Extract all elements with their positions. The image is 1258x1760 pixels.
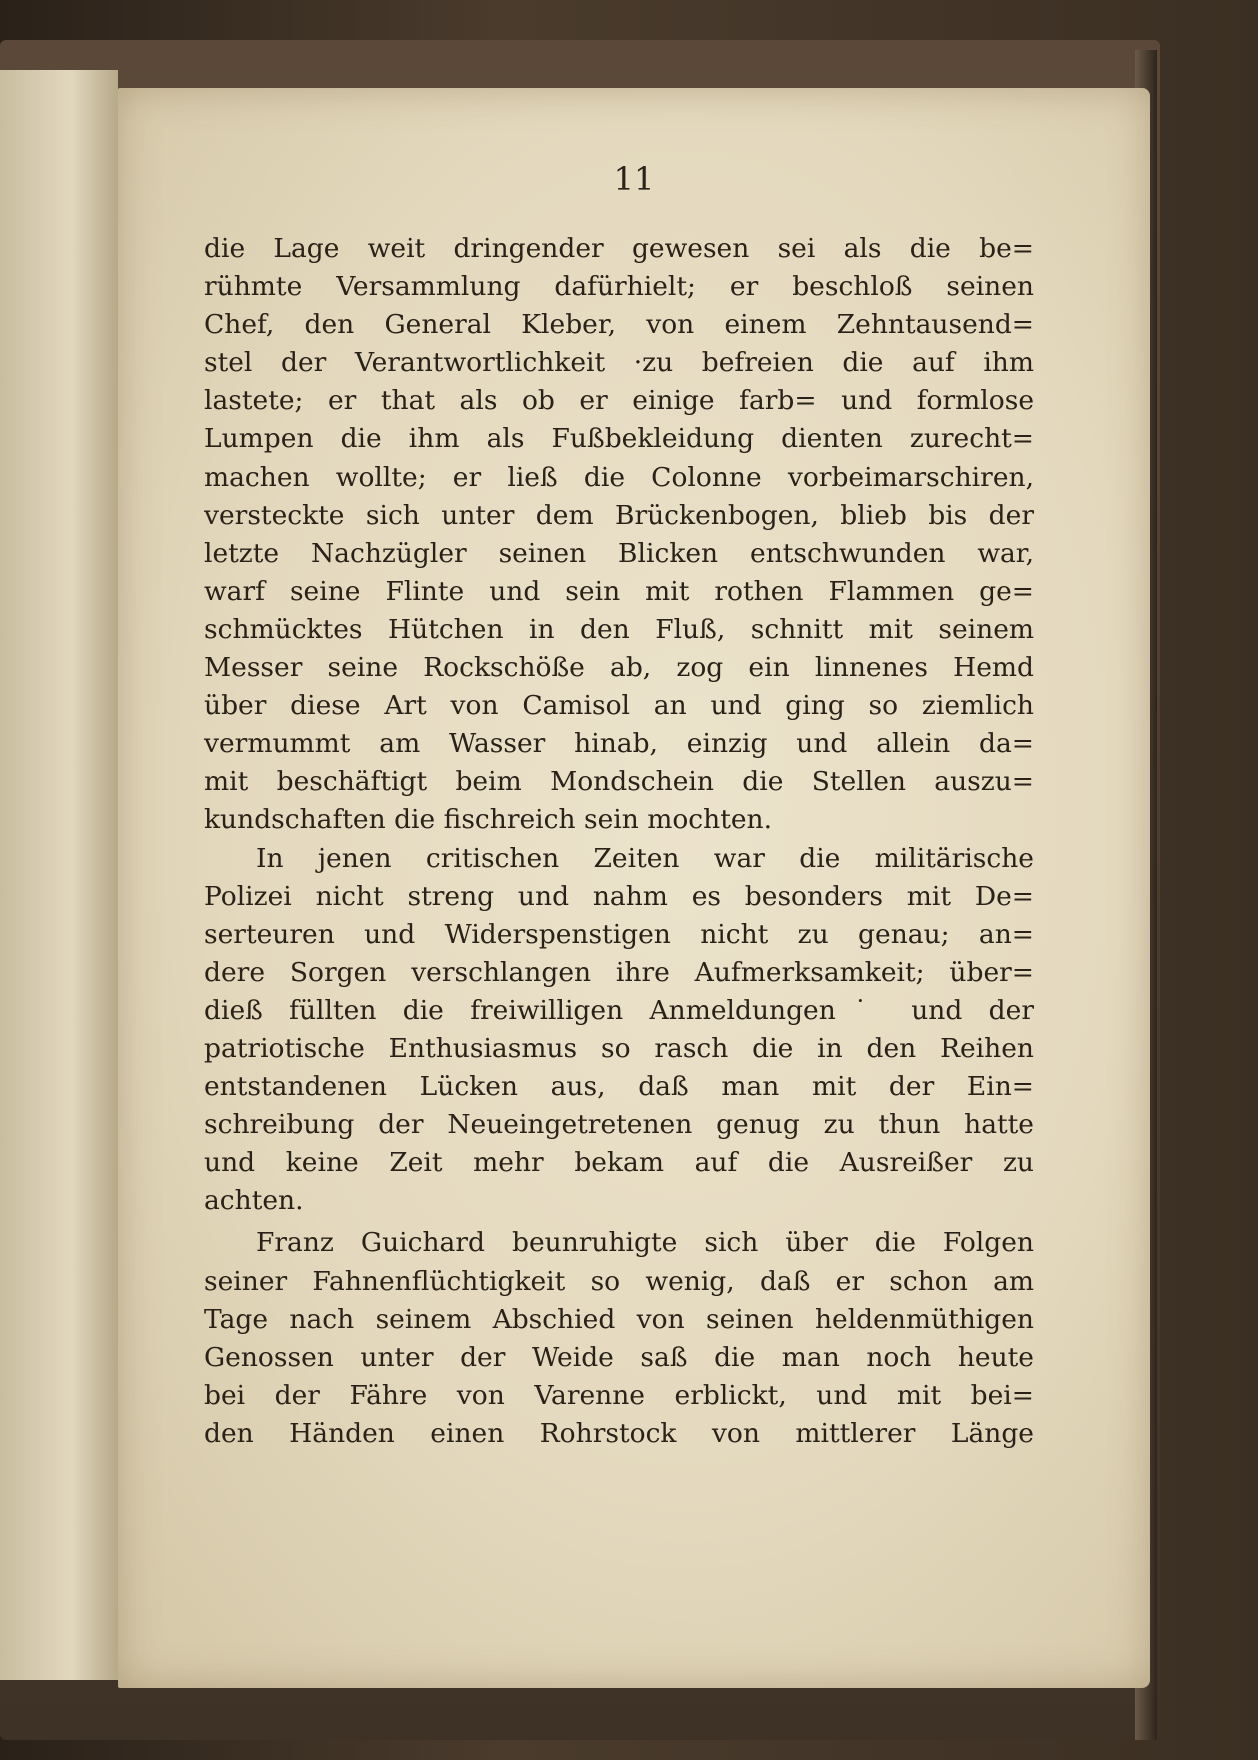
text-line: Polizei nicht streng und nahm es besonders mit De= xyxy=(204,880,1034,912)
left-facing-page xyxy=(0,70,118,1680)
text-line: Messer seine Rockschöße ab, zog ein linnenes Hemd xyxy=(204,652,1034,684)
text-line: schmücktes Hütchen in den Fluß, schnitt mit seinem xyxy=(204,613,1034,645)
text-line: patriotische Enthusiasmus so rasch die in den Reihen xyxy=(204,1032,1034,1064)
text-line: Tage nach seinem Abschied von seinen heldenmüthigen xyxy=(204,1303,1034,1335)
text-line: seiner Fahnenflüchtigkeit so wenig, daß er schon am xyxy=(204,1265,1034,1297)
text-line: Franz Guichard beunruhigte sich über die Folgen xyxy=(256,1227,1034,1259)
text-line: vermummt am Wasser hinab, einzig und allein da= xyxy=(204,728,1034,760)
text-line: rühmte Versammlung dafürhielt; er beschloß seinen xyxy=(204,271,1034,303)
text-line: Chef, den General Kleber, von einem Zehntausend= xyxy=(204,309,1034,341)
page-number: 11 xyxy=(613,160,655,198)
book-page xyxy=(118,88,1150,1688)
text-line: bei der Fähre von Varenne erblickt, und mit bei= xyxy=(204,1379,1034,1411)
text-line: dere Sorgen verschlangen ihre Aufmerksamkeit; über= xyxy=(204,956,1034,988)
text-line: letzte Nachzügler seinen Blicken entschwunden war, xyxy=(204,537,1034,569)
body-text xyxy=(204,230,1034,1453)
text-line: machen wollte; er ließ die Colonne vorbeimarschiren, xyxy=(204,461,1034,493)
text-line: entstandenen Lücken aus, daß man mit der Ein= xyxy=(204,1071,1034,1103)
text-line: und keine Zeit mehr bekam auf die Ausreißer zu xyxy=(204,1147,1034,1179)
text-line: Lumpen die ihm als Fußbekleidung dienten zurecht= xyxy=(204,423,1034,455)
text-line: achten. xyxy=(204,1185,304,1217)
text-line: In jenen critischen Zeiten war die militärische xyxy=(256,842,1034,874)
text-line: serteuren und Widerspenstigen nicht zu genau; an= xyxy=(204,918,1034,950)
text-line: versteckte sich unter dem Brückenbogen, blieb bis der xyxy=(204,499,1034,531)
text-line: mit beschäftigt beim Mondschein die Stellen auszu= xyxy=(204,766,1034,798)
text-line: den Händen einen Rohrstock von mittlerer Länge xyxy=(204,1417,1034,1449)
text-line: kundschaften die fischreich sein mochten. xyxy=(204,804,773,836)
text-line: die Lage weit dringender gewesen sei als die be= xyxy=(204,233,1034,264)
text-line: warf seine Flinte und sein mit rothen Flammen ge= xyxy=(204,575,1034,607)
text-line: lastete; er that als ob er einige farb= und formlose xyxy=(204,385,1034,417)
text-line: dieß füllten die freiwilligen Anmeldungen˙ und der xyxy=(204,994,1034,1026)
text-line: Genossen unter der Weide saß die man noch heute xyxy=(204,1341,1034,1373)
text-line: über diese Art von Camisol an und ging so ziemlich xyxy=(204,690,1034,722)
text-line: stel der Verantwortlichkeit ·zu befreien die auf ihm xyxy=(204,347,1034,379)
text-line: schreibung der Neueingetretenen genug zu thun hatte xyxy=(204,1109,1034,1141)
